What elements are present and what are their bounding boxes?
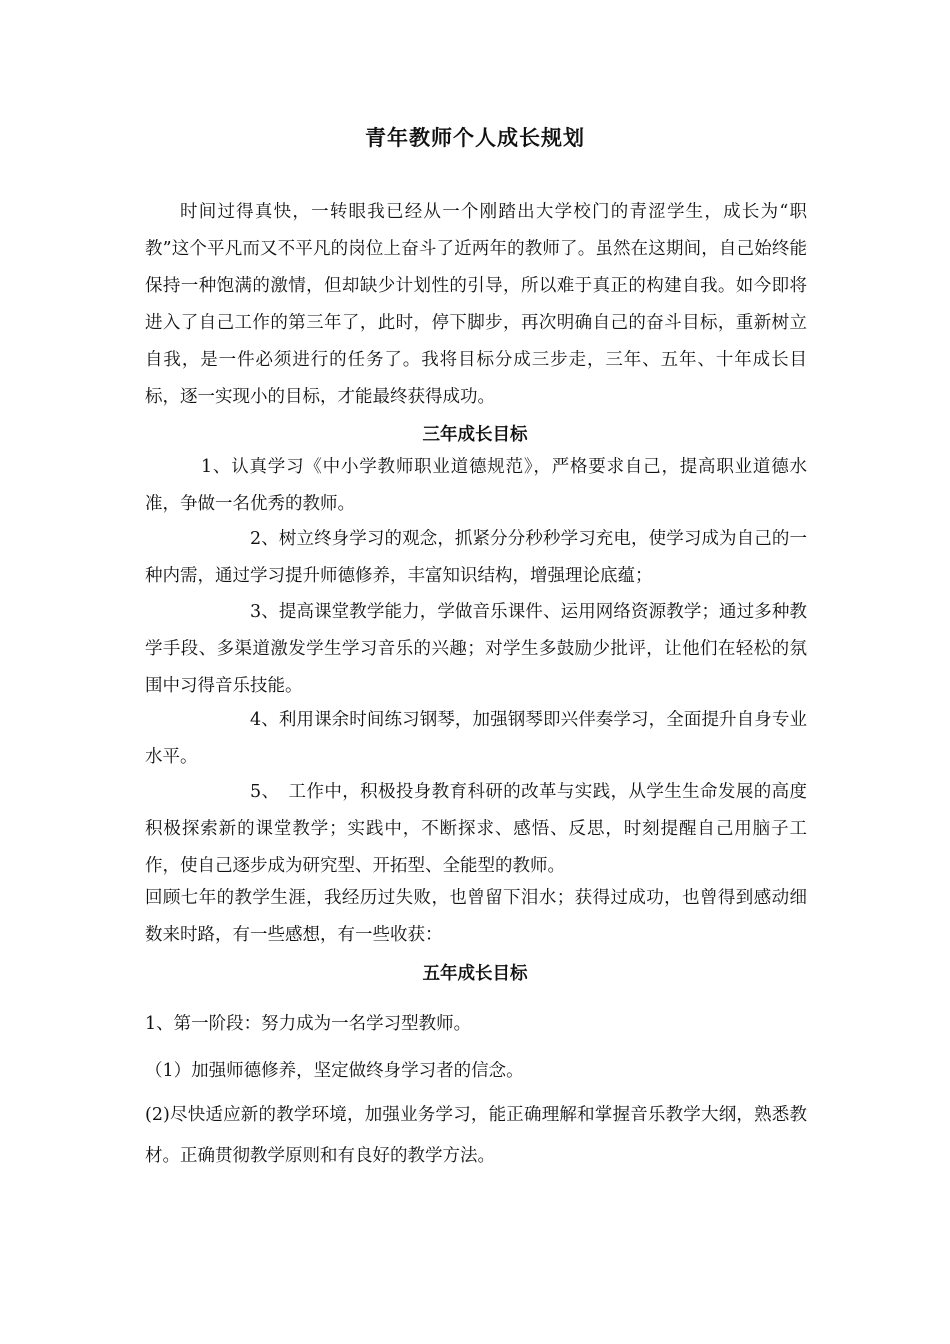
three-year-goal-3: 3、提高课堂教学能力，学做音乐课件、运用网络资源教学；通过多种教学手段、多渠道激发学生学习音乐的兴趣；对学生多鼓励少批评，让他们在轻松的氛围中习得音乐技能。 <box>145 602 807 696</box>
five-year-stage-1: 1、第一阶段：努力成为一名学习型教师。 <box>145 1014 472 1034</box>
five-year-goals-heading: 五年成长目标 <box>422 964 528 984</box>
intro-paragraph: 时间过得真快，一转眼我已经从一个刚踏出大学校门的青涩学生，成长为“职教”这个平凡而又不平凡的岗位上奋斗了近两年的教师了。虽然在这期间，自己始终能保持一种饱满的激情，但却缺少计划性的引导，所以难于真正的构建自我。如今即将进入了自己工作的第三年了，此时，停下脚步，再次明确自己的奋斗目标，重新树立自我，是一件必须进行的任务了。我将目标分成三步走，三年、五年、十年成长目标，逐一实现小的目标，才能最终获得成功。 <box>145 202 807 407</box>
three-year-goal-2: 2、树立终身学习的观念，抓紧分分秒秒学习充电，使学习成为自己的一种内需，通过学习提升师德修养，丰富知识结构，增强理论底蕴； <box>145 529 807 586</box>
reflection-paragraph: 回顾七年的教学生涯，我经历过失败，也曾留下泪水；获得过成功，也曾得到感动细数来时路，有一些感想，有一些收获： <box>145 888 807 945</box>
three-year-goal-1: 1、认真学习《中小学教师职业道德规范》，严格要求自己，提高职业道德水准，争做一名优秀的教师。 <box>145 457 807 514</box>
three-year-goals-heading: 三年成长目标 <box>422 425 528 445</box>
three-year-goal-4: 4、利用课余时间练习钢琴，加强钢琴即兴伴奏学习，全面提升自身专业水平。 <box>145 710 807 767</box>
five-year-item-1: （1）加强师德修养，坚定做终身学习者的信念。 <box>145 1061 524 1081</box>
three-year-goal-5: 5、 工作中，积极投身教育科研的改革与实践，从学生生命发展的高度积极探索新的课堂教学；实践中，不断探求、感悟、反思，时刻提醒自己用脑子工作，使自己逐步成为研究型、开拓型、全能型的教师。 <box>145 782 807 876</box>
five-year-item-2: (2)尽快适应新的教学环境，加强业务学习，能正确理解和掌握音乐教学大纲，熟悉教材。正确贯彻教学原则和有良好的教学方法。 <box>145 1105 807 1166</box>
document-title: 青年教师个人成长规划 <box>365 125 585 150</box>
